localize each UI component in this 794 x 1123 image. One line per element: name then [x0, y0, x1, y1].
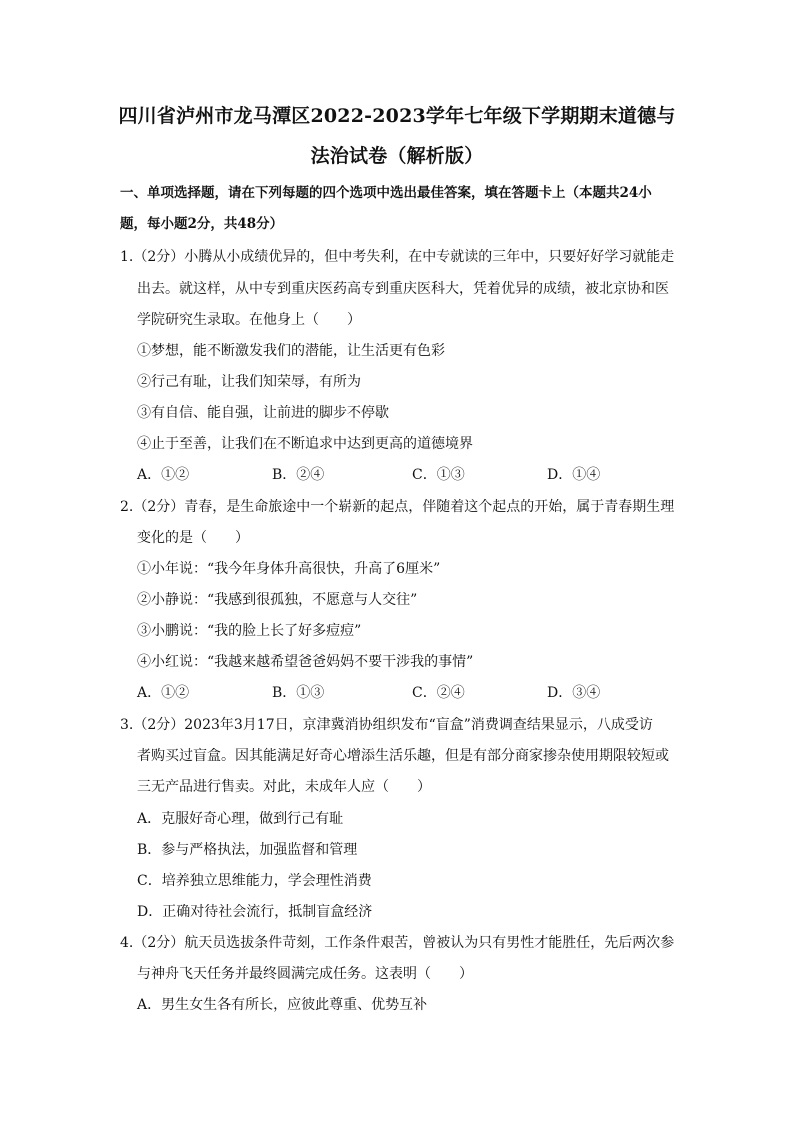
q2-statement-2: ②小静说：“我感到很孤独，不愿意与人交往”: [137, 592, 418, 608]
q4-stem-line-1: 4.（2分）航天员选拔条件苛刻，工作条件艰苦，曾被认为只有男性才能胜任，先后两次参: [120, 935, 675, 951]
q1-statement-2: ②行己有耻，让我们知荣辱，有所为: [137, 374, 361, 390]
q3-option-b: B．参与严格执法，加强监督和管理: [137, 842, 358, 858]
q2-statement-3: ③小鹏说：“我的脸上长了好多痘痘”: [137, 623, 362, 639]
q2-option-a: A．①②: [137, 685, 190, 701]
q2-stem-line-1: 2.（2分）青春，是生命旅途中一个崭新的起点，伴随着这个起点的开始，属于青春期生理: [120, 499, 675, 515]
q1-option-a: A．①②: [137, 467, 190, 483]
q2-option-c: C．②④: [412, 685, 465, 701]
q4-stem-line-2: 与神舟飞天任务并最终圆满完成任务。这表明（ ）: [137, 966, 473, 982]
q2-option-b: B．①③: [272, 685, 325, 701]
q1-stem-line-1: 1.（2分）小腾从小成绩优异的，但中考失利，在中专就读的三年中，只要好好学习就能走: [120, 249, 675, 265]
q2-statement-4: ④小红说：“我越来越希望爸爸妈妈不要干涉我的事情”: [137, 654, 474, 670]
q2-stem-line-2: 变化的是（ ）: [137, 530, 249, 546]
q1-option-c: C．①③: [412, 467, 465, 483]
exam-title-line-2: 法治试卷（解析版）: [310, 145, 484, 167]
q3-option-d: D．正确对待社会流行，抵制盲盒经济: [137, 904, 373, 920]
q1-option-d: D．①④: [547, 467, 601, 483]
q1-statement-4: ④止于至善，让我们在不断追求中达到更高的道德境界: [137, 436, 473, 452]
q1-option-b: B．②④: [272, 467, 325, 483]
q1-statement-3: ③有自信、能自强，让前进的脚步不停歇: [137, 405, 389, 421]
q3-stem-line-3: 三无产品进行售卖。对此，未成年人应（ ）: [137, 779, 431, 795]
q1-stem-line-2: 出去。就这样，从中专到重庆医药高专到重庆医科大，凭着优异的成绩，被北京协和医: [137, 281, 669, 297]
q3-stem-line-1: 3.（2分）2023年3月17日，京津冀消协组织发布“盲盒”消费调查结果显示，八成受访: [120, 717, 653, 733]
q3-option-a: A．克服好奇心理，做到行己有耻: [137, 811, 344, 827]
q3-stem-line-2: 者购买过盲盒。因其能满足好奇心增添生活乐趣，但是有部分商家掺杂使用期限较短或: [137, 748, 669, 764]
q2-option-d: D．③④: [547, 685, 601, 701]
q4-option-a: A．男生女生各有所长，应彼此尊重、优势互补: [137, 997, 428, 1013]
q3-option-c: C．培养独立思维能力，学会理性消费: [137, 873, 372, 889]
section-instruction-line-2: 题，每小题2分，共48分）: [120, 216, 284, 232]
q1-stem-line-3: 学院研究生录取。在他身上（ ）: [137, 312, 361, 328]
q2-statement-1: ①小年说：“我今年身体升高很快，升高了6厘米”: [137, 561, 441, 577]
exam-title-line-1: 四川省泸州市龙马潭区2022-2023学年七年级下学期期末道德与: [118, 105, 676, 127]
q1-statement-1: ①梦想，能不断激发我们的潜能，让生活更有色彩: [137, 343, 445, 359]
section-instruction-line-1: 一、单项选择题，请在下列每题的四个选项中选出最佳答案，填在答题卡上（本题共24小: [120, 185, 652, 201]
